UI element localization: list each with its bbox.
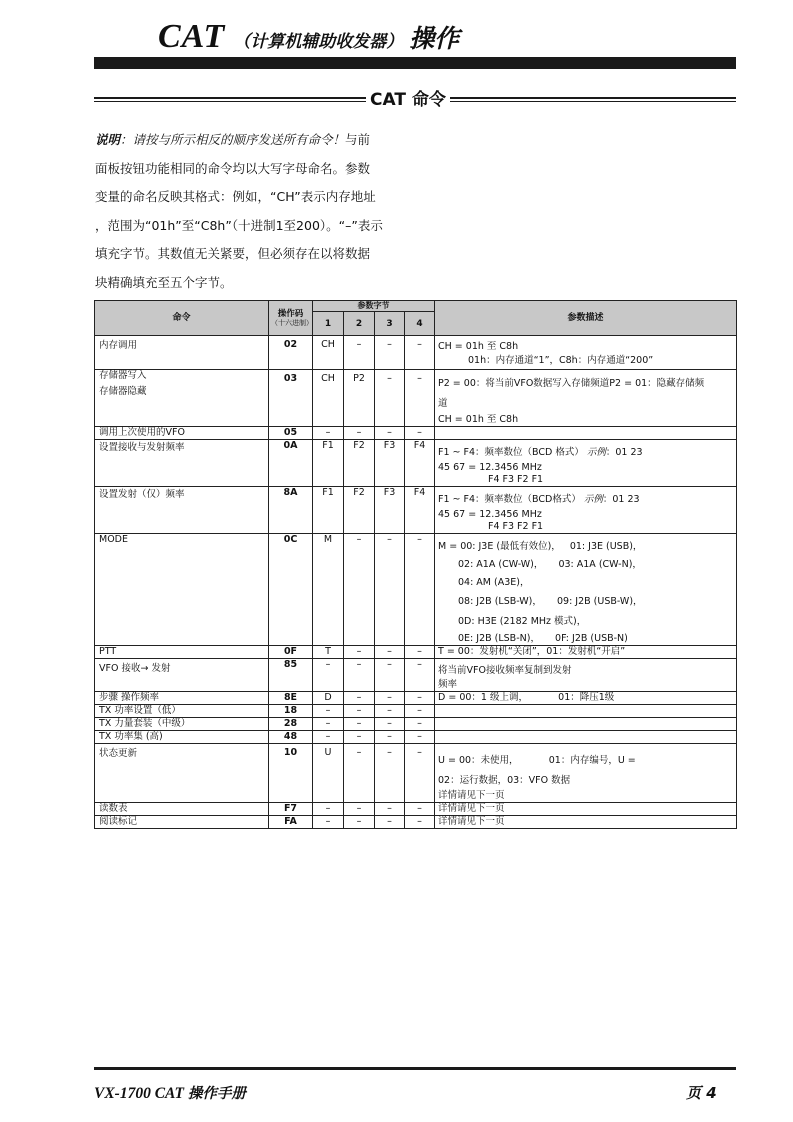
param-1: – [313,731,344,744]
desc-line: CH = 01h 至 C8h [438,414,519,425]
param-2: – [344,692,375,705]
intro-line: 填充字节。其数值无关紧要，但必须存在以将数据 [95,246,371,261]
desc-line: 45 67 = 12.3456 MHz [438,509,542,520]
desc-line: F1 ~ F4：频率数位（BCD 格式） [438,447,584,458]
intro-line: 块精确填充至五个字节。 [95,274,233,290]
intro-lead-colon: ： [120,132,133,147]
table-row [95,336,737,370]
command-name: 设置发射（仅）频率 [95,487,269,534]
desc-line: F1 ~ F4：频率数位（BCD格式） [438,494,581,505]
table-row [95,646,737,659]
table-row [95,534,737,646]
param-1: D [313,692,344,705]
param-4: – [405,659,435,692]
col-header-opcode [269,301,313,336]
param-1: – [313,816,344,829]
table-row [95,487,737,534]
command-name-line: 存储器写入 [99,370,147,381]
desc-line: 将当前VFO接收频率复制到发射 [438,665,572,676]
intro-lead-text: 请按与所示相反的顺序发送所有命令！ [132,132,346,147]
command-name: 调用上次使用的VFO [95,427,269,440]
description [435,440,737,487]
command-name: 步骤 操作频率 [95,692,269,705]
description [435,718,737,731]
desc-line: ：01 23 [605,447,643,458]
opcode: 8E [269,692,313,705]
param-4: – [405,816,435,829]
col-header-p4: 4 [405,312,435,336]
command-name: 设置接收与发射频率 [95,440,269,487]
param-2: – [344,427,375,440]
table-row [95,731,737,744]
table-row [95,659,737,692]
footer-manual-name: 操作手册 [187,1086,246,1102]
desc-line: 02: A1A (CW-W)， 03: A1A (CW-N)， [458,559,642,570]
param-3: – [375,659,405,692]
opcode: 48 [269,731,313,744]
desc-line: 道 [438,398,448,409]
table-row [95,692,737,705]
col-header-p3: 3 [375,312,405,336]
param-4: – [405,731,435,744]
description [435,731,737,744]
desc-line: 01h：内存通道“1”，C8h：内存通道“200” [468,355,654,366]
param-4: – [405,692,435,705]
command-name: PTT [95,646,269,659]
description [435,427,737,440]
table-row [95,370,737,427]
desc-line: 频率 [438,679,458,690]
param-1: M [313,534,344,646]
param-3: – [375,816,405,829]
footer-page-number [686,1082,717,1103]
table-row [95,816,737,829]
opcode: 0C [269,534,313,646]
opcode: 0A [269,440,313,487]
col-header-param-bytes: 参数字节 [313,301,435,312]
description: 详情请见下一页 [435,803,737,816]
command-name: TX 功率设置（低） [95,705,269,718]
intro-paragraph [95,126,415,297]
desc-line: CH = 01h 至 C8h [438,341,519,352]
description [435,534,737,646]
opcode-sublabel: （十六进制） [271,319,313,327]
param-4: – [405,744,435,803]
param-3: F3 [375,440,405,487]
desc-line: U = 00：未使用， 01：内存编号，U = [438,755,636,766]
param-4: – [405,705,435,718]
table-row [95,427,737,440]
param-2: – [344,659,375,692]
param-3: – [375,731,405,744]
param-3: – [375,705,405,718]
desc-line: 详情请见下一页 [438,790,505,801]
header-cat: CAT [158,18,226,55]
command-name: MODE [95,534,269,646]
description [435,705,737,718]
param-3: F3 [375,487,405,534]
desc-example-label: 示例 [583,494,603,505]
param-4: – [405,803,435,816]
command-name: 内存调用 [95,336,269,370]
page-header-title [158,18,459,58]
param-1: F1 [313,440,344,487]
opcode: 03 [269,370,313,427]
intro-line: 面板按钮功能相同的命令均以大写字母命名。参数 [95,160,371,176]
command-name: VFO 接收→ 发射 [95,659,269,692]
description [435,659,737,692]
header-bar [94,57,736,69]
footer-manual-title [94,1082,246,1103]
desc-line: 08: J2B (LSB-W)， 09: J2B (USB-W)， [458,596,643,607]
param-3: – [375,336,405,370]
param-1: T [313,646,344,659]
desc-line: M = 00: J3E (最低有效位)， 01: J3E (USB)， [438,541,643,552]
table-row [95,803,737,816]
desc-line: 0E: J2B (LSB-N)， 0F: J2B (USB-N) [458,633,628,644]
footer-page-label: 页 [686,1084,702,1102]
command-name [95,370,269,427]
footer-bar [94,1067,736,1070]
param-1: U [313,744,344,803]
param-1: – [313,427,344,440]
param-3: – [375,370,405,427]
param-2: – [344,534,375,646]
footer-model: VX-1700 [94,1085,151,1102]
cat-command-table [94,300,737,829]
col-header-p1: 1 [313,312,344,336]
description [435,370,737,427]
description [435,487,737,534]
intro-line: 变量的命名反映其格式：例如，“CH”表示内存地址 [95,189,376,204]
param-1: – [313,705,344,718]
opcode: 18 [269,705,313,718]
table-row [95,705,737,718]
table-row [95,440,737,487]
description [435,336,737,370]
description: T = 00：发射机“关闭”，01：发射机“开启” [435,646,737,659]
desc-line: F4 F3 F2 F1 [488,474,544,485]
param-1: CH [313,336,344,370]
command-name: 读数表 [95,803,269,816]
param-2: – [344,803,375,816]
param-1: – [313,659,344,692]
param-2: – [344,731,375,744]
section-title: CAT 命令 [366,89,450,111]
header-operation: 操作 [409,24,460,53]
desc-line: 0D: H3E (2182 MHz 模式)， [458,616,587,627]
param-4: – [405,718,435,731]
col-header-description: 参数描述 [435,301,737,336]
command-name: 阅读标记 [95,816,269,829]
param-1: – [313,718,344,731]
opcode: 10 [269,744,313,803]
opcode-label: 操作码 [277,309,304,319]
param-3: – [375,692,405,705]
table-row [95,744,737,803]
intro-line: ，范围为“01h”至“C8h”（十进制1至200）。“–”表示 [95,217,383,233]
opcode: FA [269,816,313,829]
desc-line: F4 F3 F2 F1 [488,521,544,532]
description [435,744,737,803]
param-4: – [405,336,435,370]
intro-text: 与前 [345,132,371,147]
param-2: – [344,718,375,731]
param-2: P2 [344,370,375,427]
param-4: – [405,370,435,427]
param-2: F2 [344,440,375,487]
opcode: 8A [269,487,313,534]
param-2: – [344,646,375,659]
desc-line: ：01 23 [602,494,640,505]
param-3: – [375,427,405,440]
col-header-command: 命令 [95,301,269,336]
footer-cat: CAT [154,1085,185,1102]
param-4: F4 [405,487,435,534]
desc-line: P2 = 00：将当前VFO数据写入存储频道P2 = 01：隐藏存储频 [438,378,705,389]
intro-lead-label: 说明 [95,132,121,147]
command-name-line: 存储器隐藏 [99,386,147,397]
param-2: – [344,336,375,370]
param-2: F2 [344,487,375,534]
desc-line: 04: AM (A3E)， [458,577,530,588]
opcode: F7 [269,803,313,816]
param-4: F4 [405,440,435,487]
desc-line: 02：运行数据，03：VFO 数据 [438,775,571,786]
desc-line: 45 67 = 12.3456 MHz [438,462,542,473]
param-3: – [375,803,405,816]
description: 详情请见下一页 [435,816,737,829]
description: D = 00：1 级上调， 01：降压1级 [435,692,737,705]
param-2: – [344,816,375,829]
opcode: 28 [269,718,313,731]
param-4: – [405,646,435,659]
param-4: – [405,427,435,440]
desc-example-label: 示例 [586,447,606,458]
param-4: – [405,534,435,646]
header-subtitle: （计算机辅助收发器） [233,32,404,52]
col-header-p2: 2 [344,312,375,336]
param-3: – [375,534,405,646]
opcode: 02 [269,336,313,370]
param-1: F1 [313,487,344,534]
intro-lead [95,132,345,147]
command-name: 状态更新 [95,744,269,803]
param-1: CH [313,370,344,427]
opcode: 0F [269,646,313,659]
intro-line [95,126,415,155]
param-2: – [344,744,375,803]
param-3: – [375,744,405,803]
param-1: – [313,803,344,816]
table-row [95,718,737,731]
param-3: – [375,718,405,731]
command-name: TX 功率集 (高) [95,731,269,744]
opcode: 85 [269,659,313,692]
opcode: 05 [269,427,313,440]
param-3: – [375,646,405,659]
param-2: – [344,705,375,718]
footer-page-value: 4 [706,1084,717,1102]
command-name: TX 力量套装（中级） [95,718,269,731]
